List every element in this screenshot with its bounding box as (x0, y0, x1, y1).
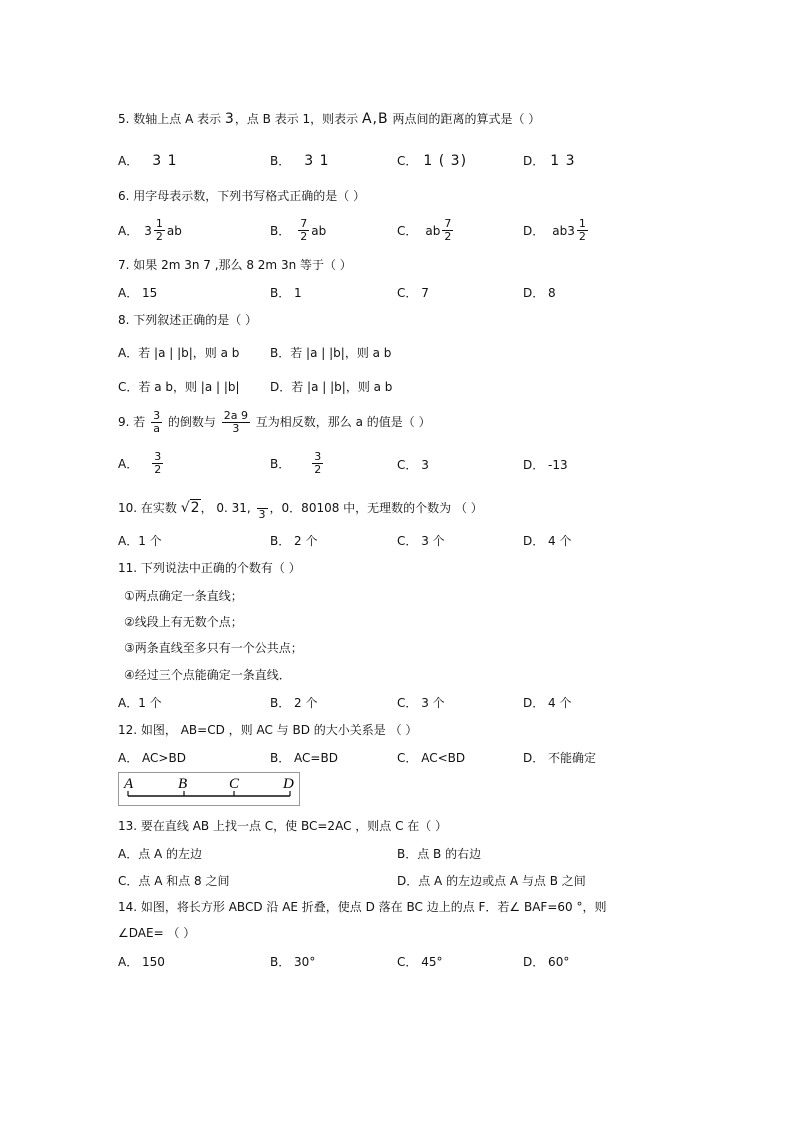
point-label-b: B (178, 776, 188, 792)
q5-option-c: C． 1 ( 3) (397, 153, 468, 169)
question-6-stem: 6. 用字母表示数，下列书写格式正确的是（ ） (118, 189, 366, 203)
q13-option-d: D．点 A 的左边或点 A 与点 B 之间 (397, 874, 586, 888)
fraction: $\frac{7}{2}$ (444, 217, 452, 243)
q6-option-a: A． 3 $\frac{1}{2}$ ab (118, 217, 182, 243)
q6-option-d: D． ab3 $\frac{1}{2}$ (523, 217, 586, 243)
q10-option-c: C． 3 个 (397, 534, 445, 548)
fraction: $\frac{7}{2}$ (300, 217, 308, 243)
fraction: $\frac{3}{2}$ (154, 450, 162, 476)
fraction: $\frac{3}{2}$ (314, 450, 322, 476)
fraction: $\frac{2a 9}{3}$ (223, 409, 248, 435)
fraction: 3 (257, 496, 268, 521)
fraction: $\frac{1}{2}$ (155, 217, 163, 243)
q11-statement-3: ③两条直线至多只有一个公共点； (124, 641, 303, 655)
q7-option-a: A． 15 (118, 286, 158, 300)
question-14-stem-line2: ∠DAE= （ ） (118, 926, 196, 940)
q12-option-c: C． AC<BD (397, 751, 466, 765)
q5-option-d: D． 1 3 (523, 153, 576, 169)
sqrt-symbol: √2 (180, 500, 200, 516)
question-10-stem: 10. 在实数 √2， 0. 31, 3 ，0．80108 中，无理数的个数为 （ ） (118, 494, 483, 522)
q12-option-b: B． AC=BD (270, 751, 338, 765)
fraction: $\frac{3}{a}$ (153, 409, 161, 435)
line-segment-diagram (118, 772, 300, 806)
q11-option-d: D． 4 个 (523, 696, 572, 710)
q9-option-d: D． -13 (523, 458, 568, 472)
question-12-stem: 12. 如图， AB=CD ，则 AC 与 BD 的大小关系是 （ ） (118, 723, 418, 737)
q11-statement-4: ④经过三个点能确定一条直线． (124, 668, 291, 682)
question-5-stem: 5. 数轴上点 A 表示 3，点 B 表示 1，则表示 A,B 两点间的距离的算式是（ ） (118, 111, 541, 127)
q6-option-c: C． ab $\frac{7}{2}$ (397, 217, 452, 243)
q11-option-a: A．1 个 (118, 696, 162, 710)
point-label-c: C (229, 776, 240, 792)
q13-option-c: C．点 A 和点 8 之间 (118, 874, 230, 888)
q9-option-b: B． $\frac{3}{2}$ (270, 450, 322, 476)
q7-option-b: B． 1 (270, 286, 302, 300)
q6-option-b: B． $\frac{7}{2}$ ab (270, 217, 327, 243)
fraction: $\frac{1}{2}$ (578, 217, 586, 243)
q10-option-b: B． 2 个 (270, 534, 318, 548)
q14-option-a: A． 150 (118, 955, 165, 969)
point-label-d: D (283, 776, 294, 792)
q13-option-a: A．点 A 的左边 (118, 847, 203, 861)
q14-option-d: D． 60° (523, 955, 570, 969)
q8-option-a: A．若 |a | |b|，则 a b (118, 346, 240, 360)
q12-option-d: D． 不能确定 (523, 751, 597, 765)
q8-option-b: B．若 |a | |b|，则 a b (270, 346, 392, 360)
question-14-stem-line1: 14. 如图，将长方形 ABCD 沿 AE 折叠，使点 D 落在 BC 边上的点 F．若∠ BAF=60 °，则 (118, 900, 607, 914)
point-label-a: A (124, 776, 134, 792)
q11-option-c: C． 3 个 (397, 696, 445, 710)
q14-option-c: C． 45° (397, 955, 443, 969)
q7-option-d: D． 8 (523, 286, 556, 300)
q12-option-a: A． AC>BD (118, 751, 186, 765)
q5-option-a: A． 3 1 (118, 153, 178, 169)
question-8-stem: 8. 下列叙述正确的是（ ） (118, 313, 258, 327)
q8-option-c: C．若 a b，则 |a | |b| (118, 380, 240, 394)
question-11-stem: 11. 下列说法中正确的个数有（ ） (118, 561, 301, 575)
q9-option-c: C． 3 (397, 458, 429, 472)
q5-option-b: B． 3 1 (270, 153, 330, 169)
question-9-stem: 9. 若 $\frac{3}{a}$ 的倒数与 $\frac{2a 9}{3}$ 互为相反数，那么 a 的值是（ ） (118, 409, 431, 435)
q10-option-a: A．1 个 (118, 534, 162, 548)
question-13-stem: 13. 要在直线 AB 上找一点 C，使 BC=2AC ，则点 C 在（ ） (118, 819, 448, 833)
q8-option-d: D．若 |a | |b|，则 a b (270, 380, 393, 394)
question-7-stem: 7. 如果 2m 3n 7 ,那么 8 2m 3n 等于（ ） (118, 258, 352, 272)
q10-option-d: D． 4 个 (523, 534, 572, 548)
q14-option-b: B． 30° (270, 955, 316, 969)
q9-option-a: A． $\frac{3}{2}$ (118, 450, 162, 476)
q7-option-c: C． 7 (397, 286, 429, 300)
q13-option-b: B．点 B 的右边 (397, 847, 482, 861)
q11-statement-1: ①两点确定一条直线； (124, 589, 243, 603)
q11-statement-2: ②线段上有无数个点； (124, 615, 243, 629)
q11-option-b: B． 2 个 (270, 696, 318, 710)
